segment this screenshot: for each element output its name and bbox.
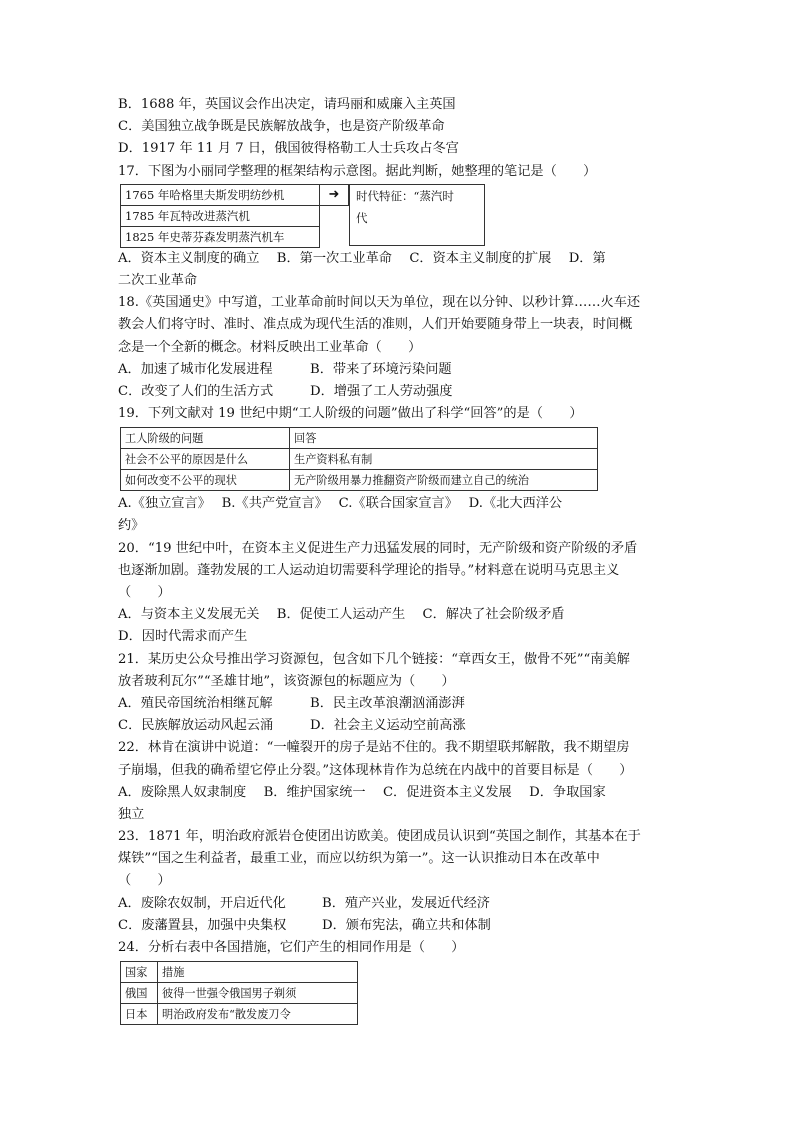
q21-stem-2: 放者玻利瓦尔”“圣雄甘地”，该资源包的标题应为（ ） bbox=[118, 673, 455, 689]
diagram-event: 1785 年瓦特改进蒸汽机 bbox=[121, 206, 319, 227]
table-cell: 社会不公平的原因是什么 bbox=[121, 449, 290, 470]
table-cell: 彼得一世强令俄国男子剃须 bbox=[158, 983, 358, 1004]
option-c-line: C．美国独立战争既是民族解放战争，也是资产阶级革命 bbox=[118, 119, 445, 135]
table-row bbox=[121, 983, 358, 1004]
q21-stem-1: 21．某历史公众号推出学习资源包，包含如下几个链接：“章西女王，傲骨不死”“南美解 bbox=[118, 651, 630, 667]
q23-stem-1: 23．1871 年，明治政府派岩仓使团出访欧美。使团成员认识到“英国之制作，其基本在于 bbox=[118, 829, 641, 845]
table-cell: 如何改变不公平的现状 bbox=[121, 470, 290, 491]
q18-option-c: C．改变了人们的生活方式 bbox=[118, 383, 274, 399]
table-cell: 明治政府发布“散发废刀令 bbox=[158, 1004, 358, 1025]
q23-option-d: D．颁布宪法，确立共和体制 bbox=[322, 917, 491, 933]
q18-option-b: B．带来了环境污染问题 bbox=[310, 361, 452, 377]
q17-framework-diagram bbox=[120, 184, 678, 242]
diagram-event: 1825 年史蒂芬森发明蒸汽机车 bbox=[125, 229, 285, 244]
diagram-feature-line1: 时代特征：“蒸汽时 bbox=[356, 188, 454, 203]
diagram-feature-line2: 代 bbox=[356, 210, 368, 225]
q18-stem-2: 教会人们将守时、准时、准点成为现代生活的准则，人们开始要随身带上一块表，时间概 bbox=[118, 317, 633, 333]
q18-stem-1: 18.《英国通史》中写道，工业革命前时间以天为单位，现在以分钟、以秒计算……火车还 bbox=[118, 295, 641, 311]
q23-stem-2: 煤铁”“国之生利益者，最重工业，而应以纺织为第一”。这一认识推动日本在改革中 bbox=[118, 851, 600, 867]
option-b-line: B．1688 年，英国议会作出决定，请玛丽和威廉入主英国 bbox=[118, 97, 456, 112]
q20-stem-2: 也逐渐加剧。蓬勃发展的工人运动迫切需要科学理论的指导。”材料意在说明马克思主义 bbox=[118, 562, 620, 578]
q21-option-a: A．殖民帝国统治相继瓦解 bbox=[118, 695, 273, 711]
table-cell: 无产阶级用暴力推翻资产阶级而建立自己的统治 bbox=[290, 470, 598, 491]
table-cell: 国家 bbox=[121, 962, 158, 983]
q24-stem: 24．分析右表中各国措施，它们产生的相同作用是（ ） bbox=[118, 940, 465, 955]
q23-option-a: A．废除农奴制，开启近代化 bbox=[118, 895, 286, 911]
q18-options-cd bbox=[118, 381, 678, 403]
table-cell: 回答 bbox=[290, 428, 598, 449]
q20-option-d: D．因时代需求而产生 bbox=[118, 629, 248, 645]
diagram-event: 1765 年哈格里夫斯发明纺纱机 bbox=[121, 185, 319, 206]
q19-stem: 19．下列文献对 19 世纪中期“工人阶级的问题”做出了科学“回答”的是（ ） bbox=[118, 406, 583, 422]
table-cell: 工人阶级的问题 bbox=[121, 428, 290, 449]
q19-options: A.《独立宣言》 B.《共产党宣言》 C.《联合国家宣言》 D.《北大西洋公 bbox=[118, 496, 563, 512]
q23-option-b: B．殖产兴业，发展近代经济 bbox=[322, 895, 490, 911]
q18-option-a: A．加速了城市化发展进程 bbox=[118, 361, 273, 377]
q18-options-ab bbox=[118, 359, 678, 381]
q22-options-cont: 独立 bbox=[118, 806, 145, 822]
q21-options-cd bbox=[118, 715, 678, 737]
q23-options-ab bbox=[118, 893, 678, 915]
q20-stem-1: 20．“19 世纪中叶，在资本主义促进生产力迅猛发展的同时，无产阶级和资产阶级的矛盾 bbox=[118, 540, 638, 556]
table-row bbox=[121, 1004, 358, 1025]
diagram-events-box bbox=[120, 184, 320, 248]
q19-options-cont: 约》 bbox=[118, 518, 145, 534]
table-row bbox=[121, 428, 598, 449]
q22-stem-2: 子崩塌，但我的确希望它停止分裂。”这体现林肯作为总统在内战中的首要目标是（ ） bbox=[118, 762, 633, 778]
table-cell: 措施 bbox=[158, 962, 358, 983]
q21-options-ab bbox=[118, 693, 678, 715]
q17-stem: 17．下图为小丽同学整理的框架结构示意图。据此判断，她整理的笔记是（ ） bbox=[118, 163, 597, 179]
option-d-line: D．1917 年 11 月 7 日，俄国彼得格勒工人士兵攻占冬宫 bbox=[118, 141, 459, 157]
q20-options-abc: A．与资本主义发展无关 B．促使工人运动产生 C．解决了社会阶级矛盾 bbox=[118, 607, 565, 623]
q21-option-c: C．民族解放运动风起云涌 bbox=[118, 718, 274, 734]
q24-table bbox=[120, 961, 358, 1025]
table-cell: 俄国 bbox=[121, 983, 158, 1004]
q19-table bbox=[120, 427, 598, 491]
q23-stem-3: （ ） bbox=[118, 873, 171, 889]
table-cell: 日本 bbox=[121, 1004, 158, 1025]
q18-option-d: D．增强了工人劳动强度 bbox=[310, 383, 453, 399]
table-row bbox=[121, 449, 598, 470]
arrow-icon: ➜ bbox=[320, 184, 349, 206]
diagram-feature-box bbox=[349, 184, 485, 246]
table-cell: 生产资料私有制 bbox=[290, 449, 598, 470]
q22-stem-1: 22．林肯在演讲中说道：“一幢裂开的房子是站不住的。我不期望联邦解散，我不期望房 bbox=[118, 740, 630, 756]
exam-page bbox=[118, 94, 678, 1027]
q20-stem-3: （ ） bbox=[118, 585, 171, 600]
q22-options: A．废除黑人奴隶制度 B．维护国家统一 C．促进资本主义发展 D．争取国家 bbox=[118, 784, 606, 800]
q21-option-d: D．社会主义运动空前高涨 bbox=[310, 718, 466, 734]
q21-option-b: B．民主改革浪潮汹涌澎湃 bbox=[310, 695, 465, 711]
table-row bbox=[121, 470, 598, 491]
q23-options-cd bbox=[118, 915, 678, 937]
q18-stem-3: 念是一个全新的概念。材料反映出工业革命（ ） bbox=[118, 339, 422, 355]
q17-options-cont: 二次工业革命 bbox=[118, 272, 198, 288]
q17-options: A．资本主义制度的确立 B．第一次工业革命 C．资本主义制度的扩展 D．第 bbox=[118, 250, 606, 266]
table-row bbox=[121, 962, 358, 983]
q23-option-c: C．废藩置县，加强中央集权 bbox=[118, 917, 287, 933]
